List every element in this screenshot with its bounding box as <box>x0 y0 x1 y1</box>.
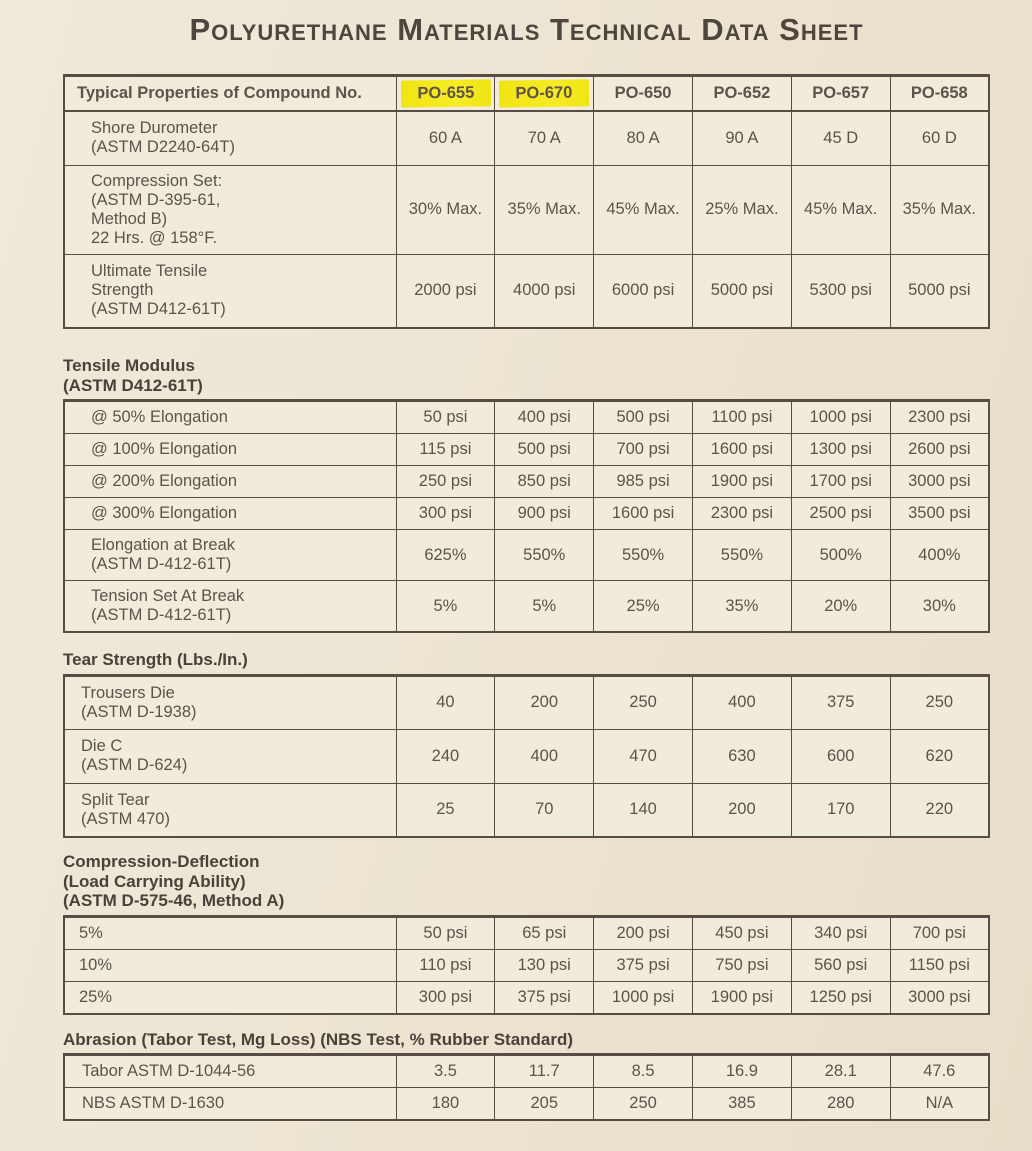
value-cell: 250 psi <box>396 466 495 498</box>
value-cell: 40 <box>396 675 495 729</box>
row-label-line: @ 200% Elongation <box>91 472 238 490</box>
row-label-line: Strength <box>91 281 154 300</box>
table-row <box>64 675 989 729</box>
value-cell: 16.9 <box>692 1055 791 1088</box>
value-cell: 8.5 <box>594 1055 693 1088</box>
row-label-line: (ASTM D412-61T) <box>91 300 226 319</box>
row-label <box>64 1088 396 1121</box>
value-cell: 600 <box>791 729 890 783</box>
value-cell: 60 A <box>396 111 495 165</box>
value-cell: 1000 psi <box>594 981 693 1014</box>
row-label-line: (ASTM 470) <box>81 809 170 828</box>
value-cell: 3000 psi <box>890 466 989 498</box>
compound-col-header <box>495 76 594 112</box>
value-cell: 700 psi <box>890 916 989 949</box>
value-cell: 1600 psi <box>692 434 791 466</box>
row-label-line: (ASTM D-412-61T) <box>91 606 232 624</box>
value-cell: 2300 psi <box>890 401 989 434</box>
value-cell: 20% <box>791 581 890 633</box>
value-cell: 250 <box>594 675 693 729</box>
value-cell: 3500 psi <box>890 498 989 530</box>
compound-col-header <box>692 76 791 112</box>
value-cell: 80 A <box>594 111 693 165</box>
row-label-line: @ 300% Elongation <box>91 504 238 522</box>
value-cell: 400% <box>890 530 989 581</box>
compound-col-header <box>890 76 989 112</box>
row-label-line: Compression Set: <box>91 171 223 190</box>
value-cell: 1100 psi <box>692 401 791 434</box>
value-cell: 170 <box>791 783 890 837</box>
row-label-line: (ASTM D-412-61T) <box>91 555 232 573</box>
value-cell: 375 psi <box>594 949 693 981</box>
table-row <box>64 165 989 254</box>
row-label-line: Split Tear <box>81 790 150 809</box>
table-row <box>64 498 989 530</box>
row-label <box>64 111 396 165</box>
section-table <box>63 915 990 1015</box>
value-cell: 45% Max. <box>594 165 693 254</box>
row-label <box>64 254 396 328</box>
value-cell: 1600 psi <box>594 498 693 530</box>
row-label <box>64 729 396 783</box>
table-row <box>64 729 989 783</box>
value-cell: 35% Max. <box>890 165 989 254</box>
row-label <box>64 949 396 981</box>
value-cell: 630 <box>692 729 791 783</box>
value-cell: 750 psi <box>692 949 791 981</box>
row-label <box>64 165 396 254</box>
value-cell: 340 psi <box>791 916 890 949</box>
row-label <box>64 783 396 837</box>
value-cell: 300 psi <box>396 498 495 530</box>
table-row <box>64 111 989 165</box>
value-cell: 850 psi <box>495 466 594 498</box>
compound-col-header <box>791 76 890 112</box>
value-cell: 400 <box>495 729 594 783</box>
section-heading <box>63 356 990 395</box>
row-label <box>64 530 396 581</box>
value-cell: 470 <box>594 729 693 783</box>
value-cell: 625% <box>396 530 495 581</box>
table-row <box>64 916 989 949</box>
value-cell: 220 <box>890 783 989 837</box>
section-heading-line: (ASTM D412-61T) <box>63 375 203 395</box>
value-cell: 2600 psi <box>890 434 989 466</box>
value-cell: 550% <box>692 530 791 581</box>
table-row <box>64 981 989 1014</box>
row-label-line: (ASTM D-624) <box>81 756 188 774</box>
table-row <box>64 1055 989 1088</box>
value-cell: 700 psi <box>594 434 693 466</box>
value-cell: 35% <box>692 581 791 633</box>
table-row <box>64 466 989 498</box>
row-label-line: Shore Durometer <box>91 119 218 138</box>
compound-col-header <box>594 76 693 112</box>
value-cell: 500 psi <box>594 401 693 434</box>
section-heading-line: Tensile Modulus <box>63 356 195 375</box>
row-label <box>64 401 396 434</box>
row-label-line: (ASTM D2240-64T) <box>91 138 235 157</box>
value-cell: 5300 psi <box>791 254 890 328</box>
table-row <box>64 1088 989 1121</box>
section-heading-line: (Load Carrying Ability) <box>63 871 246 891</box>
table-row <box>64 254 989 328</box>
value-cell: 205 <box>495 1088 594 1121</box>
value-cell: 375 psi <box>495 981 594 1014</box>
value-cell: 5% <box>396 581 495 633</box>
table-row <box>64 581 989 633</box>
value-cell: 30% <box>890 581 989 633</box>
value-cell: 115 psi <box>396 434 495 466</box>
compound-label: PO-658 <box>910 84 968 102</box>
row-label-line: Elongation at Break <box>91 536 236 554</box>
value-cell: 375 <box>791 675 890 729</box>
value-cell: 140 <box>594 783 693 837</box>
section-heading <box>63 650 990 670</box>
value-cell: 620 <box>890 729 989 783</box>
value-cell: 25% Max. <box>692 165 791 254</box>
section-heading-line: Compression-Deflection <box>63 852 260 871</box>
value-cell: 35% Max. <box>495 165 594 254</box>
value-cell: 900 psi <box>495 498 594 530</box>
value-cell: 200 <box>692 783 791 837</box>
value-cell: 985 psi <box>594 466 693 498</box>
section-table <box>63 1053 990 1121</box>
row-label-line: 5% <box>79 923 103 942</box>
value-cell: 500% <box>791 530 890 581</box>
value-cell: 60 D <box>890 111 989 165</box>
value-cell: 1900 psi <box>692 981 791 1014</box>
value-cell: 3.5 <box>396 1055 495 1088</box>
row-label-line: 22 Hrs. @ 158°F. <box>91 228 218 247</box>
value-cell: 2500 psi <box>791 498 890 530</box>
section-table <box>63 674 990 839</box>
value-cell: 50 psi <box>396 916 495 949</box>
value-cell: 5000 psi <box>692 254 791 328</box>
value-cell: 300 psi <box>396 981 495 1014</box>
row-label <box>64 675 396 729</box>
row-label-line: NBS ASTM D-1630 <box>82 1094 225 1112</box>
value-cell: 2000 psi <box>396 254 495 328</box>
value-cell: 6000 psi <box>594 254 693 328</box>
value-cell: 70 <box>495 783 594 837</box>
value-cell: 400 psi <box>495 401 594 434</box>
value-cell: 1150 psi <box>890 949 989 981</box>
highlight-marker: PO-670 <box>499 79 589 107</box>
table-row <box>64 401 989 434</box>
row-label-line: Tabor ASTM D-1044-56 <box>82 1062 256 1080</box>
section-heading-line: (ASTM D-575-46, Method A) <box>63 891 285 910</box>
table-row <box>64 949 989 981</box>
value-cell: 25 <box>396 783 495 837</box>
value-cell: 110 psi <box>396 949 495 981</box>
row-label <box>64 916 396 949</box>
value-cell: 11.7 <box>495 1055 594 1088</box>
value-cell: 1000 psi <box>791 401 890 434</box>
compound-col-header <box>396 76 495 112</box>
section-heading <box>63 852 990 911</box>
tables-container <box>63 74 990 1121</box>
value-cell: 25% <box>594 581 693 633</box>
value-cell: 5000 psi <box>890 254 989 328</box>
value-cell: 90 A <box>692 111 791 165</box>
value-cell: 1900 psi <box>692 466 791 498</box>
value-cell: 250 <box>594 1088 693 1121</box>
row-label-line: Die C <box>81 737 123 755</box>
value-cell: 3000 psi <box>890 981 989 1014</box>
value-cell: 130 psi <box>495 949 594 981</box>
value-cell: 50 psi <box>396 401 495 434</box>
compound-label: PO-650 <box>614 84 672 102</box>
table-row <box>64 434 989 466</box>
section-heading <box>63 1030 990 1050</box>
value-cell: 47.6 <box>890 1055 989 1088</box>
row-label-line: Method B) <box>91 209 168 228</box>
value-cell: N/A <box>890 1088 989 1121</box>
value-cell: 1250 psi <box>791 981 890 1014</box>
value-cell: 450 psi <box>692 916 791 949</box>
row-label <box>64 434 396 466</box>
row-label <box>64 498 396 530</box>
value-cell: 560 psi <box>791 949 890 981</box>
value-cell: 45 D <box>791 111 890 165</box>
value-cell: 1300 psi <box>791 434 890 466</box>
table-row <box>64 530 989 581</box>
row-label-line: (ASTM D-395-61, <box>91 190 221 209</box>
row-label <box>64 1055 396 1088</box>
value-cell: 65 psi <box>495 916 594 949</box>
value-cell: 280 <box>791 1088 890 1121</box>
value-cell: 240 <box>396 729 495 783</box>
row-label <box>64 981 396 1014</box>
value-cell: 28.1 <box>791 1055 890 1088</box>
row-label <box>64 466 396 498</box>
value-cell: 385 <box>692 1088 791 1121</box>
page-title: Polyurethane Materials Technical Data Sheet <box>189 12 864 47</box>
compound-header-row <box>64 76 989 112</box>
section-heading-line: Tear Strength (Lbs./In.) <box>63 650 248 669</box>
value-cell: 200 <box>495 675 594 729</box>
highlight-marker: PO-655 <box>400 79 490 107</box>
value-cell: 550% <box>594 530 693 581</box>
section-heading-line: Abrasion (Tabor Test, Mg Loss) (NBS Test, % Rubber Standard) <box>63 1029 574 1049</box>
value-cell: 5% <box>495 581 594 633</box>
properties-header-label: Typical Properties of Compound No. <box>64 76 396 112</box>
row-label <box>64 581 396 633</box>
value-cell: 180 <box>396 1088 495 1121</box>
value-cell: 4000 psi <box>495 254 594 328</box>
value-cell: 30% Max. <box>396 165 495 254</box>
row-label-line: (ASTM D-1938) <box>81 702 197 721</box>
compound-label: PO-652 <box>713 84 771 102</box>
section-table <box>63 399 990 633</box>
value-cell: 70 A <box>495 111 594 165</box>
table-row <box>64 783 989 837</box>
value-cell: 250 <box>890 675 989 729</box>
row-label-line: Tension Set At Break <box>91 587 245 605</box>
row-label-line: 25% <box>79 987 113 1006</box>
value-cell: 200 psi <box>594 916 693 949</box>
value-cell: 400 <box>692 675 791 729</box>
properties-table <box>63 74 990 329</box>
row-label-line: Ultimate Tensile <box>91 262 208 281</box>
value-cell: 550% <box>495 530 594 581</box>
row-label-line: Trousers Die <box>81 683 175 702</box>
value-cell: 2300 psi <box>692 498 791 530</box>
value-cell: 45% Max. <box>791 165 890 254</box>
row-label-line: @ 100% Elongation <box>91 440 238 458</box>
value-cell: 500 psi <box>495 434 594 466</box>
row-label-line: @ 50% Elongation <box>91 408 228 426</box>
row-label-line: 10% <box>79 955 113 974</box>
value-cell: 1700 psi <box>791 466 890 498</box>
compound-label: PO-657 <box>812 84 870 102</box>
